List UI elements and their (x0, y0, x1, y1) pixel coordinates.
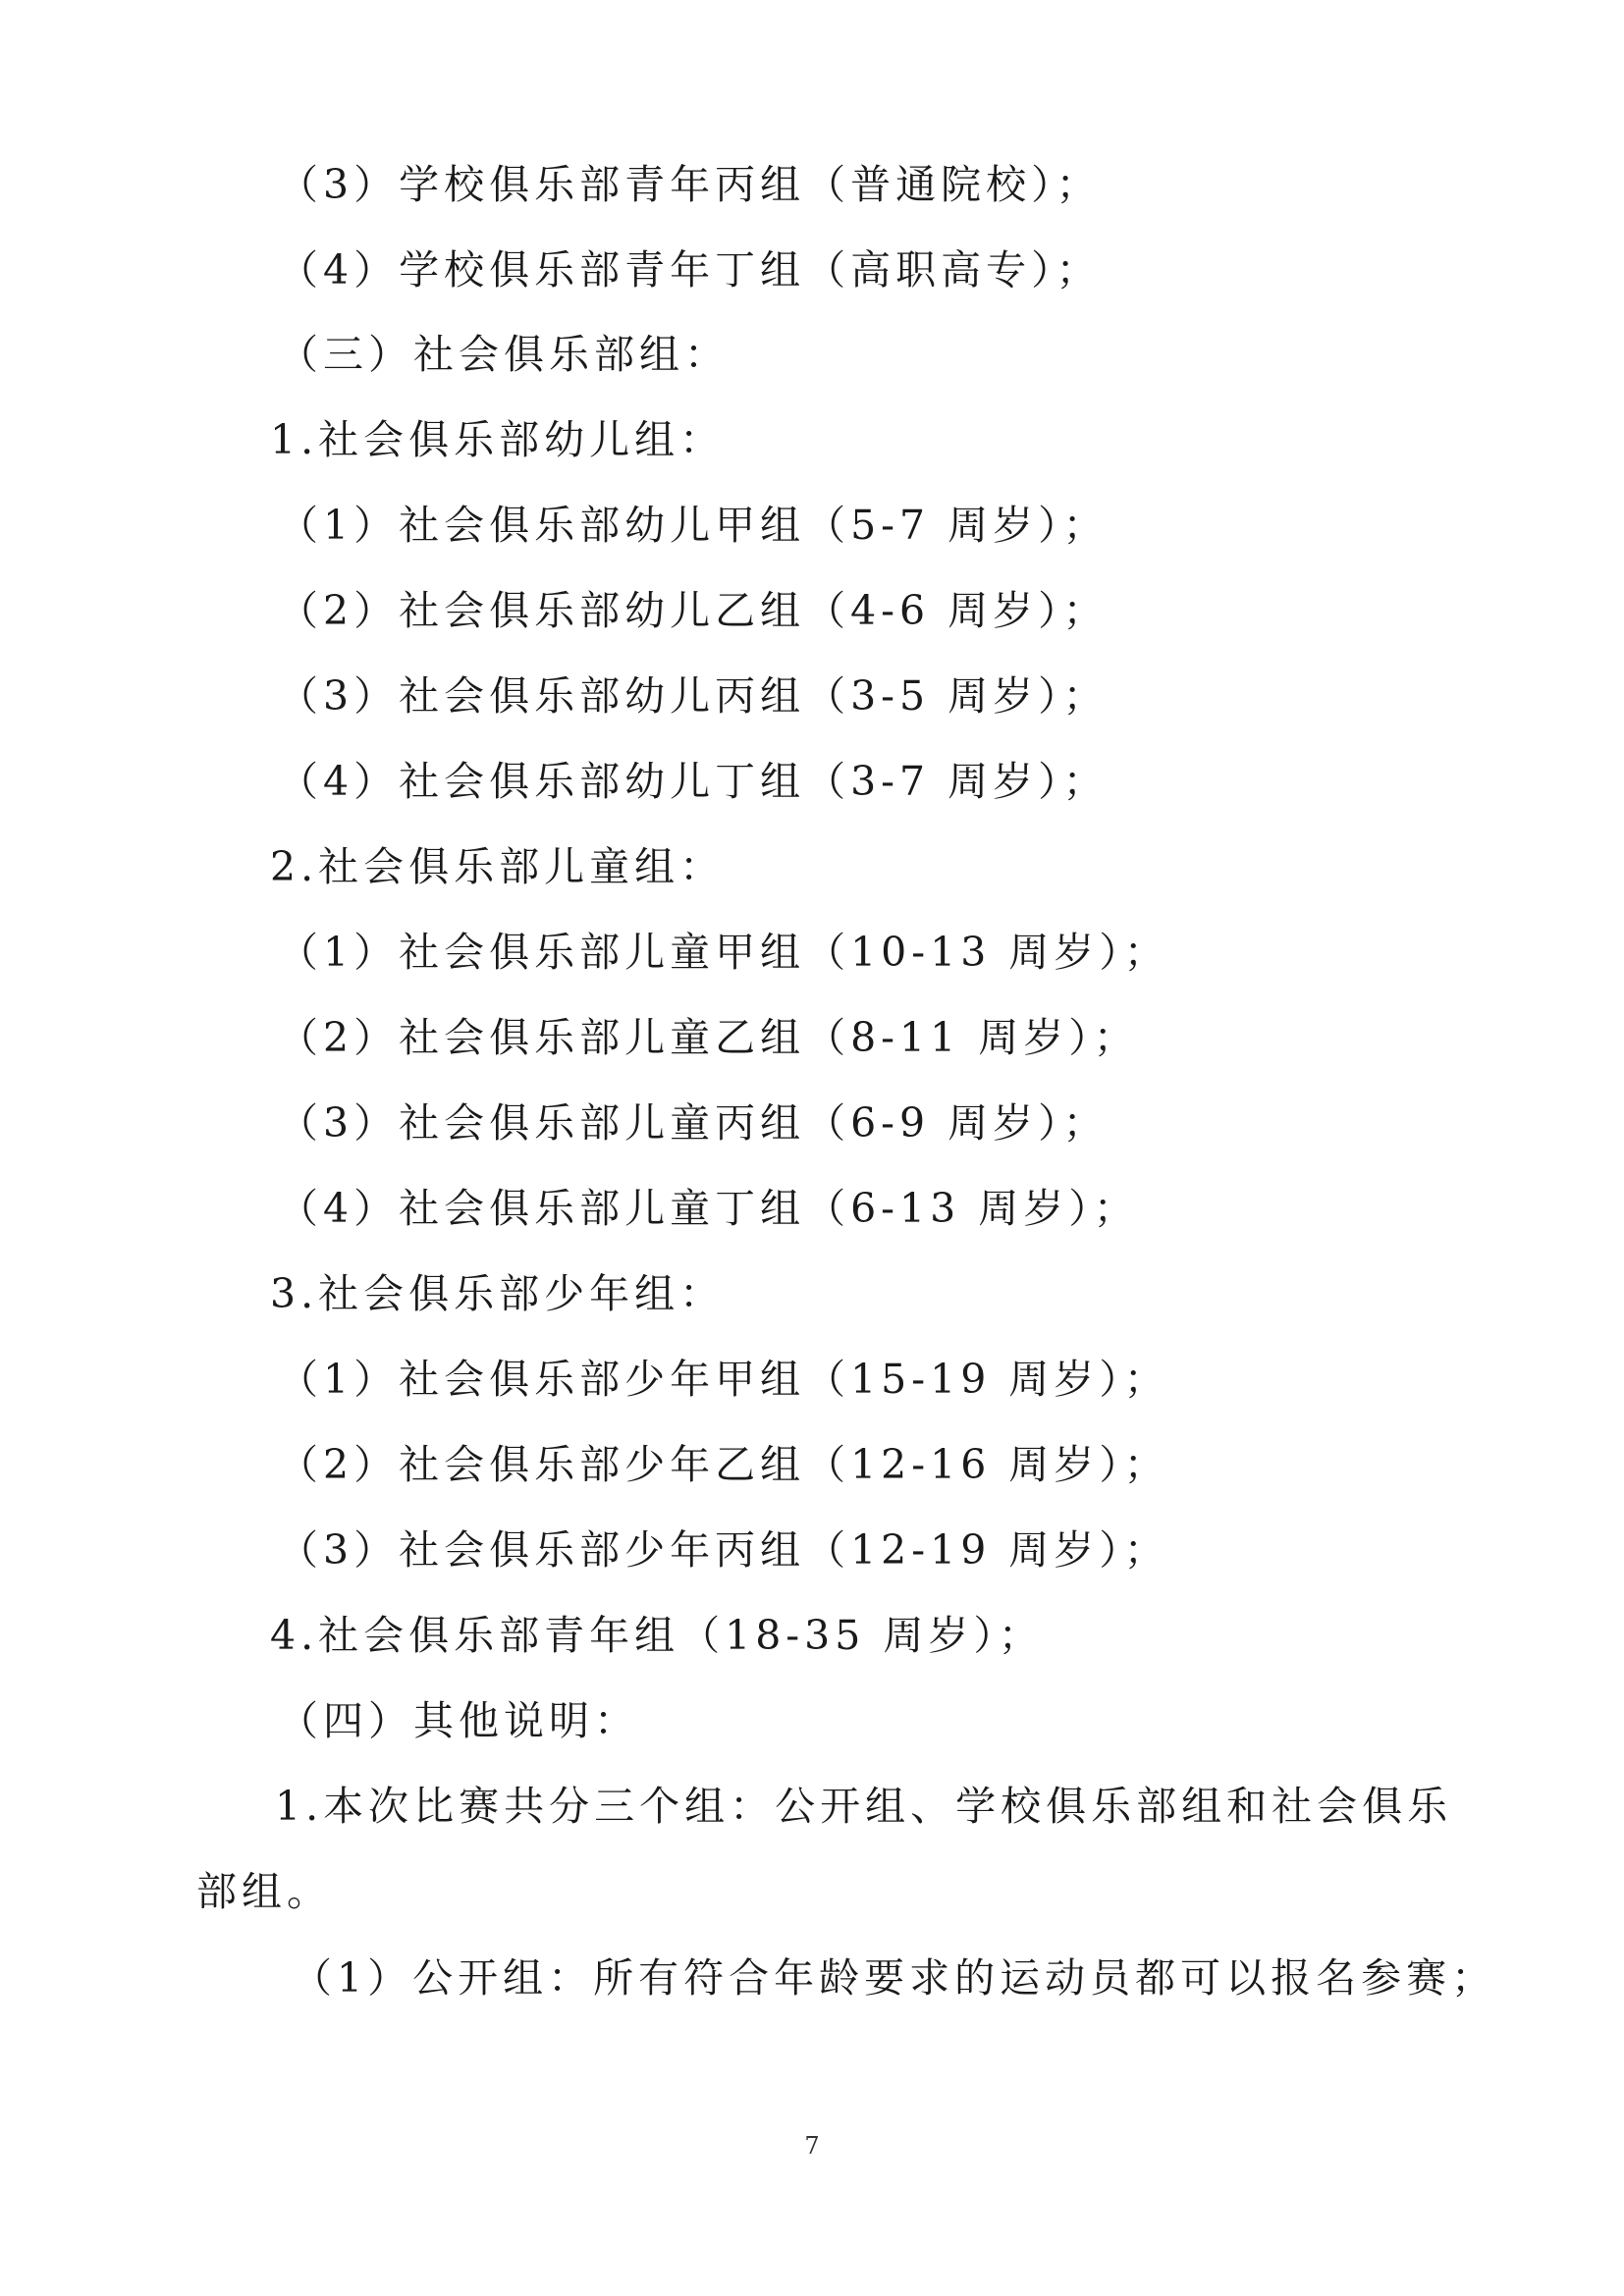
text-line: （3）社会俱乐部幼儿丙组（3-5 周岁）； (278, 672, 1109, 720)
text-line: （4）社会俱乐部幼儿丁组（3-7 周岁）； (278, 758, 1109, 805)
section-heading: （三）社会俱乐部组： (278, 331, 730, 378)
subsection-heading: 1.社会俱乐部幼儿组： (270, 416, 726, 463)
text-line: （1）社会俱乐部儿童甲组（10-13 周岁）； (278, 929, 1169, 976)
paragraph-line: （1）公开组：所有符合年龄要求的运动员都可以报名参赛； (292, 1954, 1497, 2002)
text-line: （4）社会俱乐部儿童丁组（6-13 周岁）； (278, 1185, 1139, 1232)
subsection-heading: 4.社会俱乐部青年组（18-35 周岁）； (270, 1612, 1044, 1659)
page-number: 7 (804, 2132, 820, 2160)
text-line: （3）社会俱乐部少年丙组（12-19 周岁）； (278, 1526, 1169, 1574)
text-line: （3）学校俱乐部青年丙组（普通院校）； (278, 161, 1102, 208)
paragraph-line: 部组。 (196, 1868, 332, 1915)
paragraph-line: 1.本次比赛共分三个组：公开组、学校俱乐部组和社会俱乐 (275, 1783, 1453, 1830)
subsection-heading: 3.社会俱乐部少年组： (270, 1270, 726, 1317)
text-line: （2）社会俱乐部儿童乙组（8-11 周岁）； (278, 1014, 1139, 1061)
section-heading: （四）其他说明： (278, 1697, 639, 1744)
text-line: （1）社会俱乐部幼儿甲组（5-7 周岁）； (278, 502, 1109, 549)
text-line: （2）社会俱乐部少年乙组（12-16 周岁）； (278, 1441, 1169, 1488)
subsection-heading: 2.社会俱乐部儿童组： (270, 843, 726, 890)
text-line: （4）学校俱乐部青年丁组（高职高专）； (278, 246, 1102, 294)
text-line: （3）社会俱乐部儿童丙组（6-9 周岁）； (278, 1099, 1109, 1147)
text-line: （2）社会俱乐部幼儿乙组（4-6 周岁）； (278, 587, 1109, 634)
text-line: （1）社会俱乐部少年甲组（15-19 周岁）； (278, 1356, 1169, 1403)
